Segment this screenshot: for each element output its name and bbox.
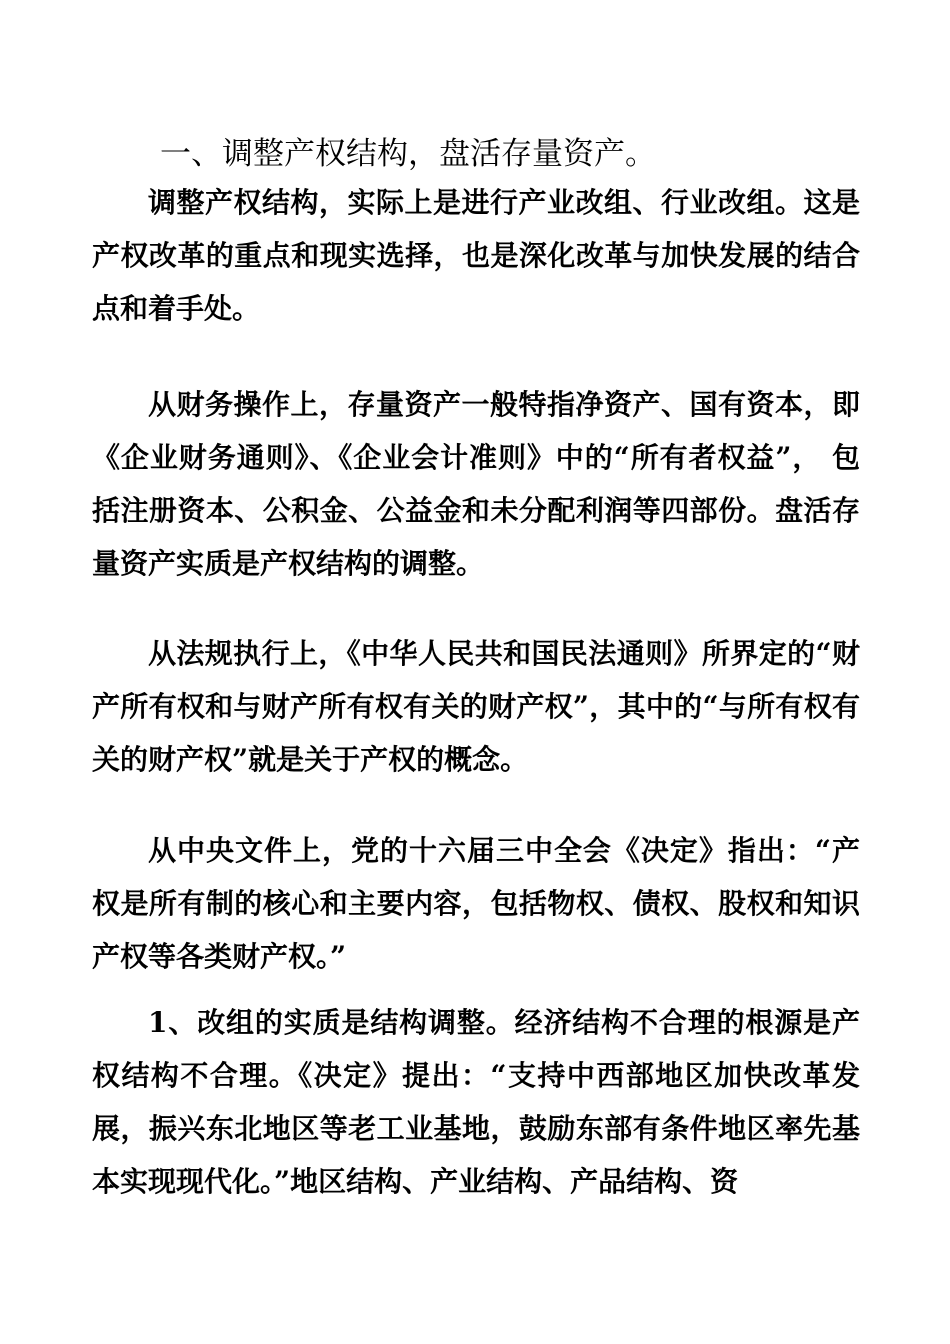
paragraph-point-1: 1、改组的实质是结构调整。经济结构不合理的根源是产权结构不合理。《决定》提出：“支持中西部地区加快改革发展，振兴东北地区等老工业基地，鼓励东部有条件地区率先基本实现现代化。”地区结构、产业结构、产品结构、资 [92,1006,860,1198]
section-heading: 一、调整产权结构，盘活存量资产。 [160,136,656,172]
paragraph-financial-view: 从财务操作上，存量资产一般特指净资产、国有资本，即《企业财务通则》、《企业会计准则》中的“所有者权益”， 包括注册资本、公积金、公益金和未分配利润等四部份。盘活存量资产实质是产权结构的调整。 [92,388,860,580]
paragraph-central-document-view: 从中央文件上，党的十六届三中全会《决定》指出：“产权是所有制的核心和主要内容，包括物权、债权、股权和知识产权等各类财产权。” [92,834,860,973]
paragraph-restructure-intro: 调整产权结构，实际上是进行产业改组、行业改组。这是产权改革的重点和现实选择，也是深化改革与加快发展的结合点和着手处。 [92,186,860,325]
paragraph-legal-view: 从法规执行上，《中华人民共和国民法通则》所界定的“财产所有权和与财产所有权有关的财产权”，其中的“与所有权有关的财产权”就是关于产权的概念。 [92,637,860,776]
